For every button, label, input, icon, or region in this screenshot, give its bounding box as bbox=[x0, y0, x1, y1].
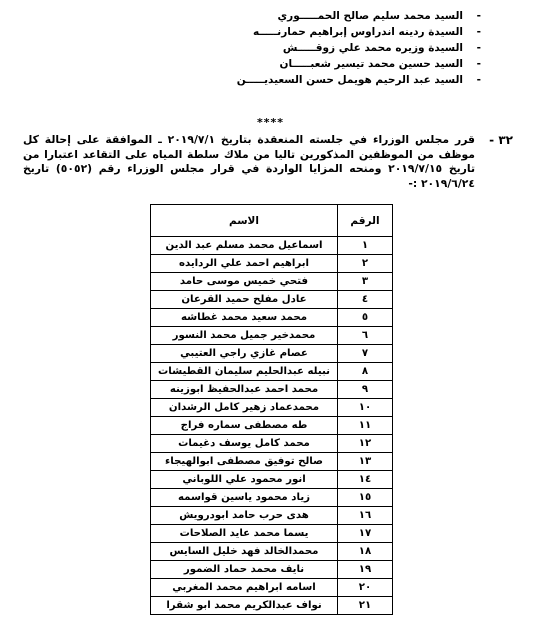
row-number: ١٢ bbox=[338, 435, 393, 453]
row-name: محمدالخالد فهد خليل السايس bbox=[151, 543, 338, 561]
row-number: ١٣ bbox=[338, 453, 393, 471]
row-number: ١٥ bbox=[338, 489, 393, 507]
table-row bbox=[151, 381, 393, 399]
table-row bbox=[151, 435, 393, 453]
row-name: محمدخير جميل محمد النسور bbox=[151, 327, 338, 345]
row-name: محمد احمد عبدالحفيظ ابوزينه bbox=[151, 381, 338, 399]
table-body bbox=[151, 237, 393, 615]
row-number: ١٧ bbox=[338, 525, 393, 543]
decision-paragraph bbox=[23, 133, 513, 191]
table-row bbox=[151, 597, 393, 615]
decision-number: ٣٢ - bbox=[489, 133, 513, 147]
row-name: عصام غازي راجي العتيبي bbox=[151, 345, 338, 363]
row-number: ٦ bbox=[338, 327, 393, 345]
table-header-row bbox=[151, 205, 393, 237]
table-row bbox=[151, 543, 393, 561]
table-row bbox=[151, 255, 393, 273]
table-row bbox=[151, 237, 393, 255]
list-item bbox=[221, 24, 481, 40]
list-item-text: السيدة ردينه اندراوس إبراهيم حمارنـــــه bbox=[252, 26, 463, 38]
row-name: طه مصطفى سماره فراج bbox=[151, 417, 338, 435]
table-row bbox=[151, 579, 393, 597]
row-number: ٨ bbox=[338, 363, 393, 381]
row-number: ٩ bbox=[338, 381, 393, 399]
table-row bbox=[151, 327, 393, 345]
table-row bbox=[151, 525, 393, 543]
row-number: ٣ bbox=[338, 273, 393, 291]
row-name: زياد محمود ياسين قواسمه bbox=[151, 489, 338, 507]
row-number: ١٨ bbox=[338, 543, 393, 561]
row-number: ٢٠ bbox=[338, 579, 393, 597]
header-number: الرقم bbox=[338, 205, 393, 237]
row-number: ١٩ bbox=[338, 561, 393, 579]
row-name: محمدعماد زهير كامل الرشدان bbox=[151, 399, 338, 417]
row-number: ١٦ bbox=[338, 507, 393, 525]
header-name: الاسم bbox=[151, 205, 338, 237]
row-name: يسما محمد عايد الصلاحات bbox=[151, 525, 338, 543]
list-item-text: السيد محمد سليم صالح الحمـــــوري bbox=[277, 10, 463, 22]
list-bullet: - bbox=[476, 58, 481, 70]
table-row bbox=[151, 345, 393, 363]
table-row bbox=[151, 273, 393, 291]
list-item-text: السيد عبد الرحيم هويمل حسن السعيديـــــن bbox=[236, 74, 463, 86]
row-name: اسامه ابراهيم محمد المغربي bbox=[151, 579, 338, 597]
list-item-text: السيدة وزيره محمد علي زوقـــــش bbox=[282, 42, 463, 54]
row-number: ٤ bbox=[338, 291, 393, 309]
row-name: هدى حرب حامد ابودرويش bbox=[151, 507, 338, 525]
list-item bbox=[221, 40, 481, 56]
table-row bbox=[151, 453, 393, 471]
separator: **** bbox=[256, 116, 284, 129]
list-item bbox=[221, 56, 481, 72]
row-name: عادل مفلح حميد القرعان bbox=[151, 291, 338, 309]
row-number: ١٤ bbox=[338, 471, 393, 489]
list-bullet: - bbox=[476, 26, 481, 38]
row-name: صالح توفيق مصطفى ابوالهيجاء bbox=[151, 453, 338, 471]
list-item-text: السيد حسين محمد تيسير شعبـــــان bbox=[279, 58, 463, 70]
table-row bbox=[151, 417, 393, 435]
list-item bbox=[221, 8, 481, 24]
row-number: ١ bbox=[338, 237, 393, 255]
row-name: ابراهيم احمد علي الردايده bbox=[151, 255, 338, 273]
row-name: فتحي خميس موسى حامد bbox=[151, 273, 338, 291]
row-number: ١٠ bbox=[338, 399, 393, 417]
table-row bbox=[151, 489, 393, 507]
table-row bbox=[151, 471, 393, 489]
list-bullet: - bbox=[476, 42, 481, 54]
table-row bbox=[151, 309, 393, 327]
row-number: ٥ bbox=[338, 309, 393, 327]
row-name: محمد سعيد محمد غطاشه bbox=[151, 309, 338, 327]
table-row bbox=[151, 399, 393, 417]
row-number: ١١ bbox=[338, 417, 393, 435]
row-name: نواف عبدالكريم محمد ابو شقرا bbox=[151, 597, 338, 615]
row-name: انور محمود علي اللوباني bbox=[151, 471, 338, 489]
decision-text: قرر مجلس الوزراء في جلسته المنعقدة بتاريخ ٢٠١٩/٧/١ ـ الموافقة على إحالة كل موظف من الموظفين المذكورين تاليا من ملاك سلطة المياه على التقاعد اعتبارا من تاريخ ٢٠١٩/٧/١٥ ومنحه المزايا الواردة في قرار مجلس الوزراء رقم (٥٠٥٢) تاريخ ٢٠١٩/٦/٢٤ :- bbox=[23, 133, 476, 190]
row-name: نايف محمد حماد الضمور bbox=[151, 561, 338, 579]
retirees-table bbox=[150, 204, 393, 615]
row-name: محمد كامل يوسف دغيمات bbox=[151, 435, 338, 453]
table-row bbox=[151, 291, 393, 309]
list-bullet: - bbox=[476, 10, 481, 22]
table-row bbox=[151, 507, 393, 525]
row-number: ٢١ bbox=[338, 597, 393, 615]
row-name: اسماعيل محمد مسلم عبد الدين bbox=[151, 237, 338, 255]
names-list bbox=[221, 8, 481, 88]
row-name: نبيله عبدالحليم سليمان القطيشات bbox=[151, 363, 338, 381]
list-bullet: - bbox=[476, 74, 481, 86]
row-number: ٢ bbox=[338, 255, 393, 273]
table-row bbox=[151, 363, 393, 381]
table-row bbox=[151, 561, 393, 579]
row-number: ٧ bbox=[338, 345, 393, 363]
list-item bbox=[221, 72, 481, 88]
